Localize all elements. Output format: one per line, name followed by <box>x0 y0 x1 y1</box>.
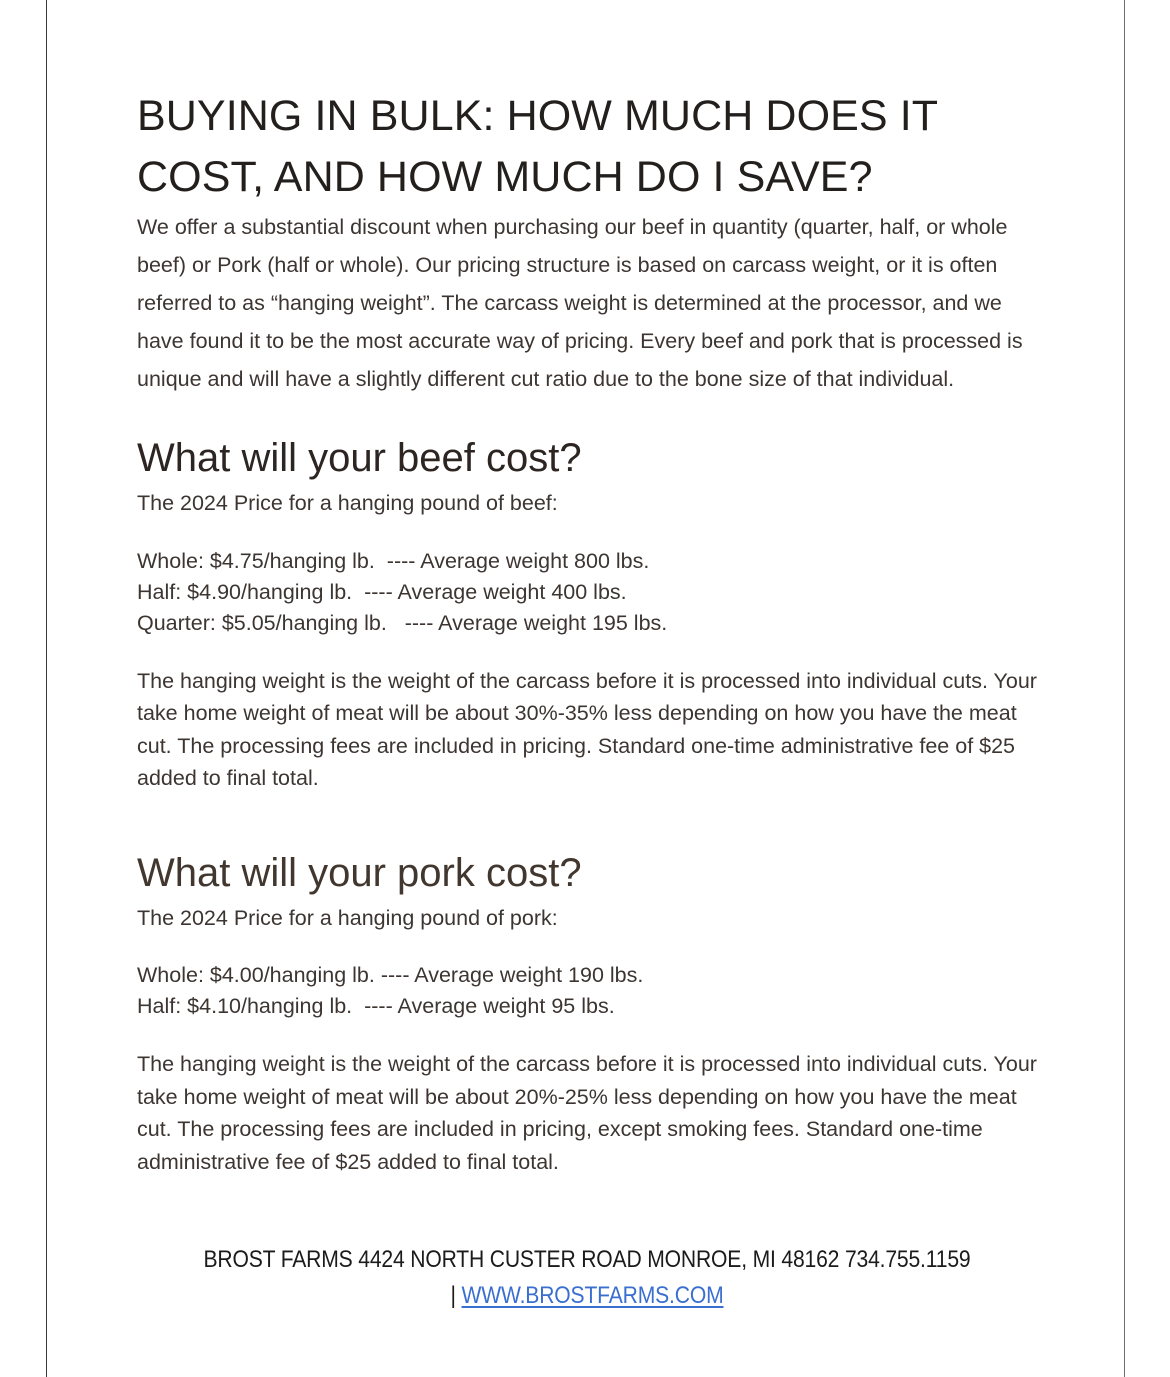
spacer <box>137 520 1037 546</box>
spacer <box>137 934 1037 960</box>
footer-website-line <box>191 1279 983 1313</box>
document-body <box>137 0 1037 1178</box>
pork-price-whole: Whole: $4.00/hanging lb. ---- Average weight 190 lbs. <box>137 963 644 987</box>
spacer <box>137 639 1037 665</box>
pork-price-list <box>137 960 1037 1022</box>
beef-price-half: Half: $4.90/hanging lb. ---- Average weight 400 lbs. <box>137 579 627 604</box>
beef-price-quarter: Quarter: $5.05/hanging lb. ---- Average weight 195 lbs. <box>137 610 668 635</box>
footer-website-link[interactable]: WWW.BROSTFARMS.COM <box>461 1282 724 1309</box>
page-left-rule <box>46 0 47 1377</box>
pork-price-intro: The 2024 Price for a hanging pound of pork: <box>137 905 558 930</box>
beef-price-intro: The 2024 Price for a hanging pound of beef: <box>137 491 558 515</box>
pork-price-half: Half: $4.10/hanging lb. ---- Average weight 95 lbs. <box>137 994 615 1018</box>
beef-price-list <box>137 546 1037 639</box>
pork-section-heading: What will your pork cost? <box>137 850 582 895</box>
beef-section-heading: What will your beef cost? <box>137 436 582 480</box>
spacer <box>137 1022 1037 1048</box>
beef-price-whole: Whole: $4.75/hanging lb. ---- Average weight 800 lbs. <box>137 548 650 573</box>
beef-hanging-weight-note: The hanging weight is the weight of the carcass before it is processed into individual cuts. Your take home weight of meat will be about 30%-35% less depending on how you have the meat cut. The processing fees are included in pricing. Standard one-time administrative fee of $25 added to final total. <box>137 668 1037 790</box>
spacer <box>137 795 1037 849</box>
footer-address: BROST FARMS 4424 NORTH CUSTER ROAD MONROE, MI 48162 734.755.1159 <box>203 1246 971 1273</box>
page-title: BUYING IN BULK: HOW MUCH DOES IT COST, AND HOW MUCH DO I SAVE? <box>137 92 938 201</box>
pork-hanging-weight-note: The hanging weight is the weight of the carcass before it is processed into individual cuts. Your take home weight of meat will be about 20%-25% less depending on how you have the meat cut. The processing fees are included in pricing, except smoking fees. Standard one-time administrative fee of $25 added to final total. <box>137 1052 1037 1174</box>
spacer <box>137 398 1037 434</box>
footer-separator: | <box>450 1282 456 1309</box>
intro-paragraph: We offer a substantial discount when purchasing our beef in quantity (quarter, half, or whole beef) or Pork (half or whole). Our pricing structure is based on carcass weight, or it is often referred to as “hanging weight”. The carcass weight is determined at the processor, and we have found it to be the most accurate way of pricing. Every beef and pork that is processed is unique and will have a slightly different cut ratio due to the bone size of that individual. <box>137 215 1023 391</box>
page-right-rule <box>1124 0 1125 1377</box>
page-footer <box>137 1243 1037 1313</box>
